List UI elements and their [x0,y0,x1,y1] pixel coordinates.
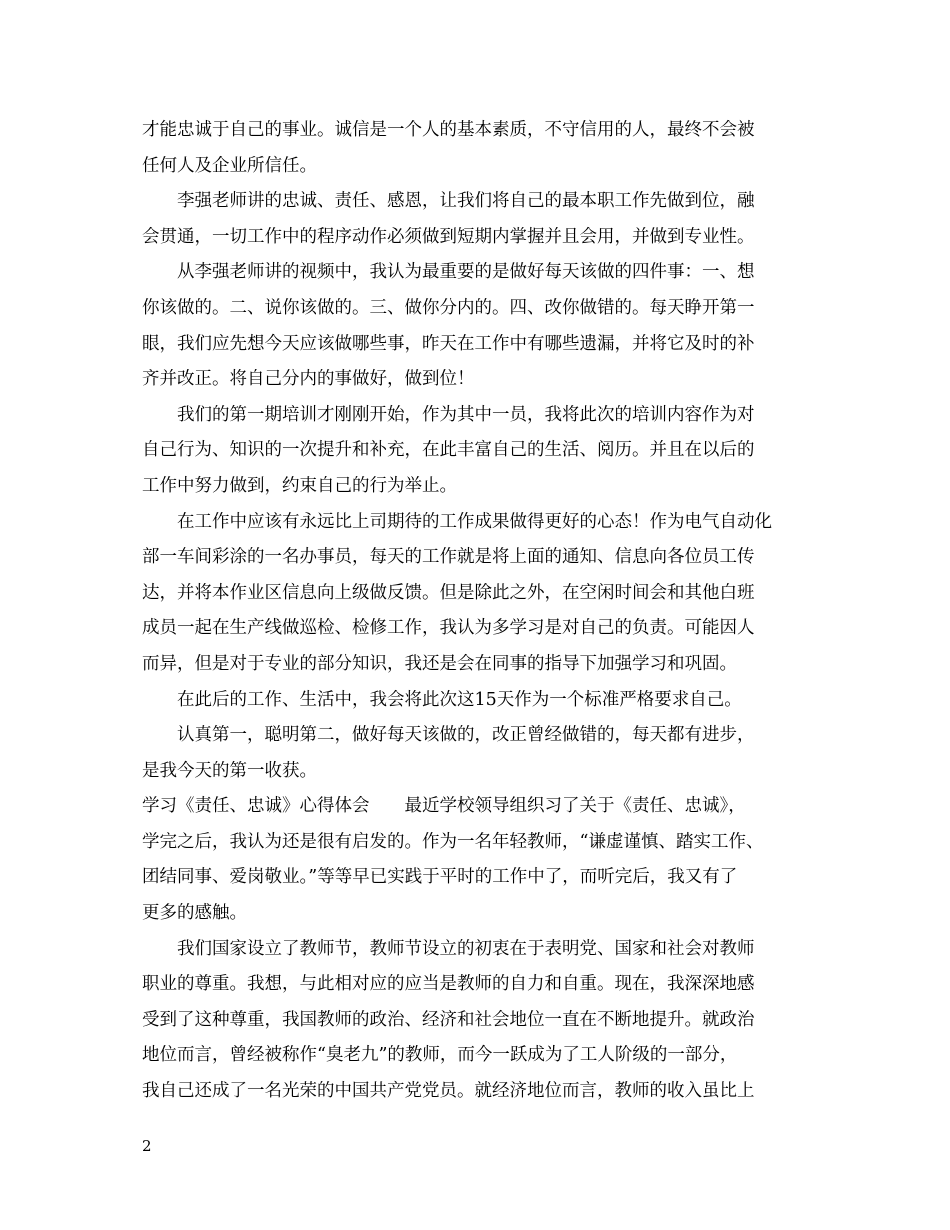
text-line: 我自己还成了一名光荣的中国共产党党员。就经济地位而言，教师的收入虽比上 [142,1081,755,1102]
text-line: 才能忠诚于自己的事业。诚信是一个人的基本素质，不守信用的人，最终不会被 [142,120,755,140]
text-line: 受到了这种尊重，我国教师的政治、经济和社会地位一直在不断地提升。就政治 [142,1009,755,1030]
text-line: 自己行为、知识的一次提升和补充，在此丰富自己的生活、阅历。并且在以后的 [142,440,755,461]
text-line: 我们的第一期培训才刚刚开始，作为其中一员，我将此次的培训内容作为对 [177,404,755,425]
text-line: 成员一起在生产线做巡检、检修工作，我认为多学习是对自己的负责。可能因人 [142,618,755,639]
text-line: 齐并改正。将自己分内的事做好，做到位！ [142,369,475,390]
text-line: 在此后的工作、生活中，我会将此次这15天作为一个标准严格要求自己。 [177,689,742,710]
document-body [142,113,822,1110]
text-line: 更多的感触。 [142,903,247,924]
text-line: 任何人及企业所信任。 [142,155,317,176]
text-line: 李强老师讲的忠诚、责任、感恩，让我们将自己的最本职工作先做到位，融 [177,191,755,212]
text-line: 工作中努力做到，约束自己的行为举止。 [142,475,457,496]
page-number: 2 [142,1137,152,1155]
text-line: 地位而言，曾经被称作“臭老九”的教师，而今一跃成为了工人阶级的一部分， [142,1045,738,1066]
text-line: 你该做的。二、说你该做的。三、做你分内的。四、改你做错的。每天睁开第一 [142,297,755,318]
text-line: 学习《责任、忠诚》心得体会 最近学校领导组织习了关于《责任、忠诚》， [142,796,746,817]
text-line: 认真第一，聪明第二，做好每天该做的，改正曾经做错的，每天都有进步， [177,725,755,746]
text-line: 团结同事、爱岗敬业。”等等早已实践于平时的工作中了，而听完后，我又有了 [142,867,738,888]
text-line: 是我今天的第一收获。 [142,760,317,781]
text-line: 从李强老师讲的视频中，我认为最重要的是做好每天该做的四件事：一、想 [177,262,755,283]
text-line: 眼，我们应先想今天应该做哪些事，昨天在工作中有哪些遗漏，并将它及时的补 [142,333,755,354]
text-line: 我们国家设立了教师节，教师节设立的初衷在于表明党、国家和社会对教师 [177,938,755,959]
text-line: 会贯通，一切工作中的程序动作必须做到短期内掌握并且会用，并做到专业性。 [142,226,755,247]
text-line: 达，并将本作业区信息向上级做反馈。但是除此之外，在空闲时间会和其他白班 [142,582,755,603]
text-line: 在工作中应该有永远比上司期待的工作成果做得更好的心态！作为电气自动化 [177,511,772,532]
text-line: 职业的尊重。我想，与此相对应的应当是教师的自力和自重。现在，我深深地感 [142,974,755,995]
text-line: 部一车间彩涂的一名办事员，每天的工作就是将上面的通知、信息向各位员工传 [142,547,755,568]
text-line: 而异，但是对于专业的部分知识，我还是会在同事的指导下加强学习和巩固。 [142,653,737,674]
text-line: 学完之后，我认为还是很有启发的。作为一名年轻教师，“谦虚谨慎、踏实工作、 [142,831,764,852]
